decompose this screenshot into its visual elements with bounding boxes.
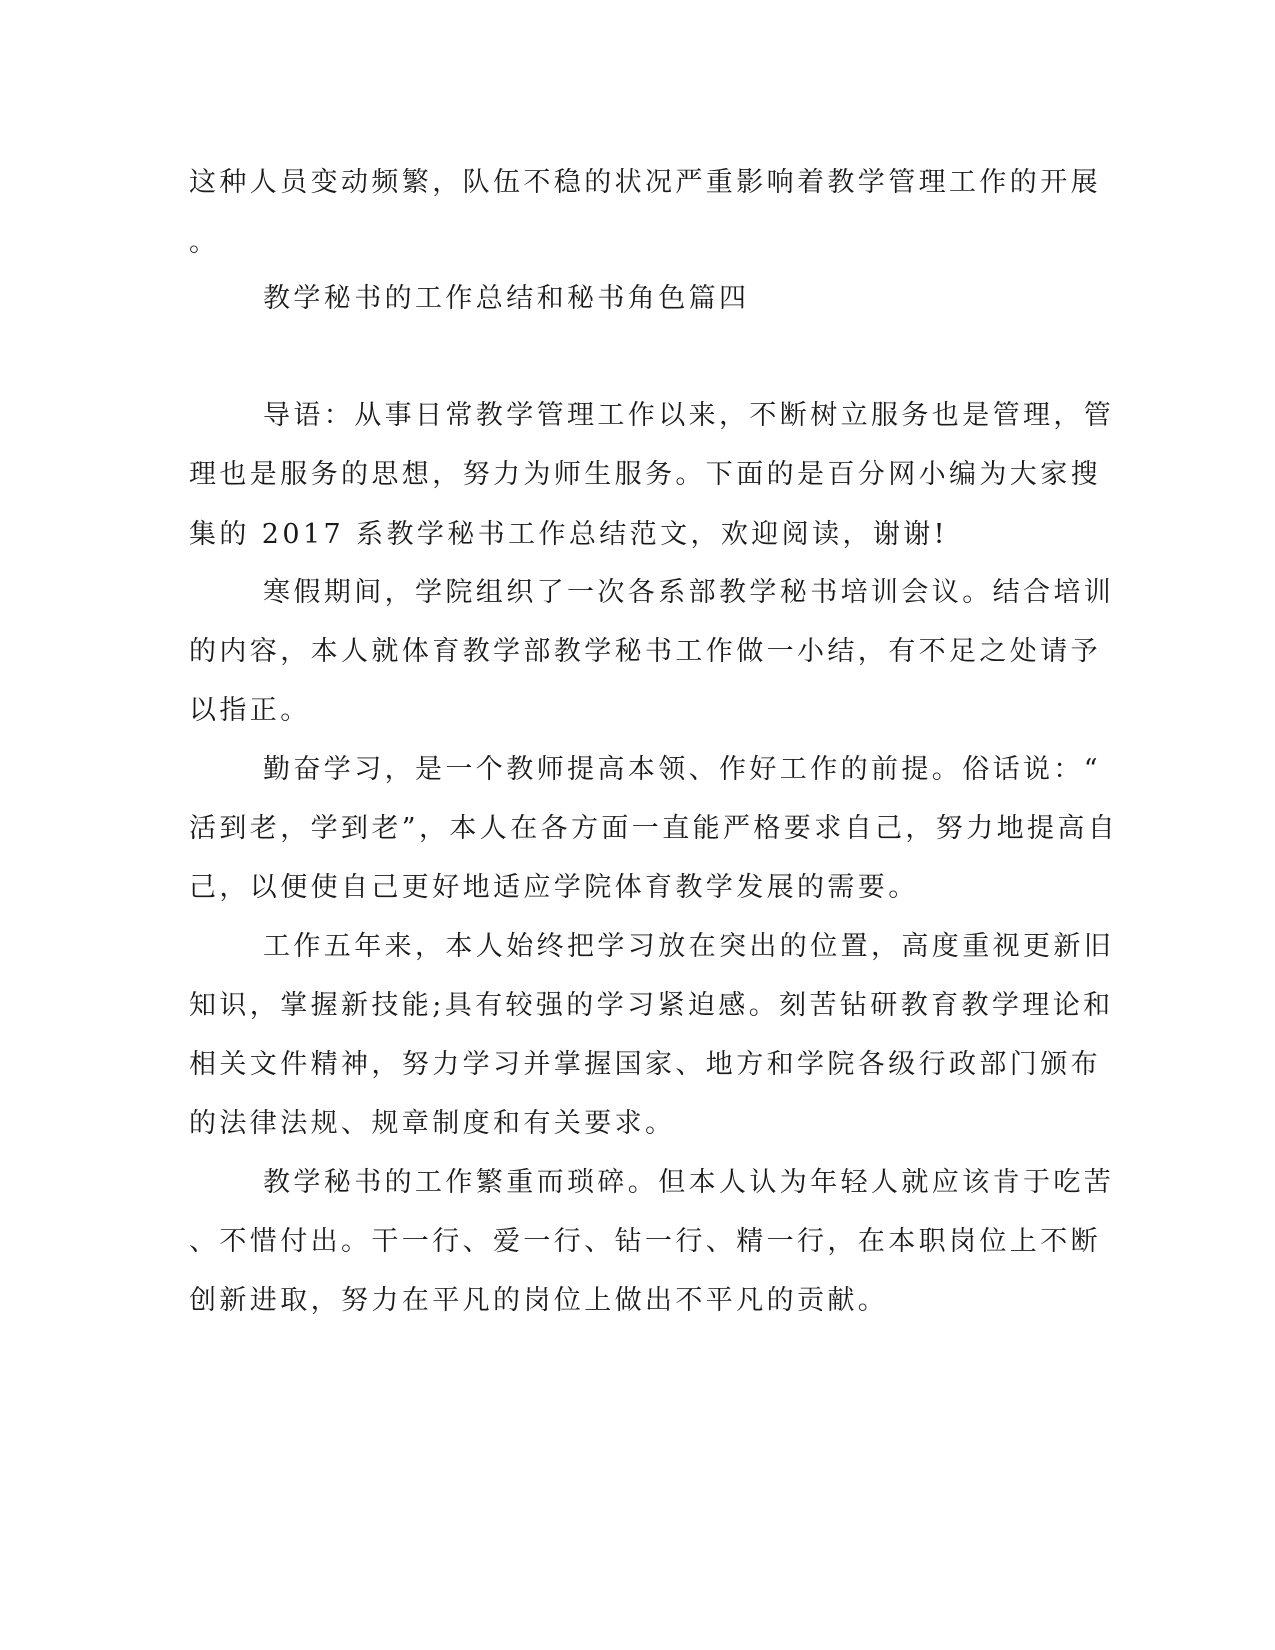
text-line: 己，以便使自己更好地适应学院体育教学发展的需要。 [189, 872, 919, 903]
section-heading: 教学秘书的工作总结和秘书角色篇四 [263, 283, 750, 314]
text-line: 勤奋学习，是一个教师提高本领、作好工作的前提。俗话说：“ [263, 754, 1102, 785]
text-line: 活到老，学到老”，本人在各方面一直能严格要求自己，努力地提高自 [189, 813, 1119, 844]
text-line: 相关文件精神，努力学习并掌握国家、地方和学院各级行政部门颁布 [189, 1049, 1101, 1080]
text-line: 、不惜付出。干一行、爱一行、钻一行、精一行，在本职岗位上不断 [189, 1226, 1101, 1257]
text-line: 以指正。 [189, 695, 311, 726]
text-line: 知识，掌握新技能;具有较强的学习紧迫感。刻苦钻研教育教学理论和 [189, 990, 1114, 1021]
text-line: 理也是服务的思想，努力为师生服务。下面的是百分网小编为大家搜 [189, 459, 1101, 490]
text-line: 寒假期间，学院组织了一次各系部教学秘书培训会议。结合培训 [263, 577, 1115, 608]
text-line: 这种人员变动频繁，队伍不稳的状况严重影响着教学管理工作的开展 [189, 167, 1101, 198]
text-line: 创新进取，努力在平凡的岗位上做出不平凡的贡献。 [189, 1285, 889, 1316]
text-line: 的内容，本人就体育教学部教学秘书工作做一小结，有不足之处请予 [189, 636, 1101, 667]
text-line: 集的 2017 系教学秘书工作总结范文，欢迎阅读，谢谢! [189, 519, 948, 550]
text-line: 教学秘书的工作繁重而琐碎。但本人认为年轻人就应该肯于吃苦 [263, 1167, 1115, 1198]
text-line: 的法律法规、规章制度和有关要求。 [189, 1108, 676, 1139]
text-line: 导语：从事日常教学管理工作以来，不断树立服务也是管理，管 [263, 400, 1115, 431]
text-line: 。 [189, 227, 220, 258]
text-line: 工作五年来，本人始终把学习放在突出的位置，高度重视更新旧 [263, 931, 1115, 962]
